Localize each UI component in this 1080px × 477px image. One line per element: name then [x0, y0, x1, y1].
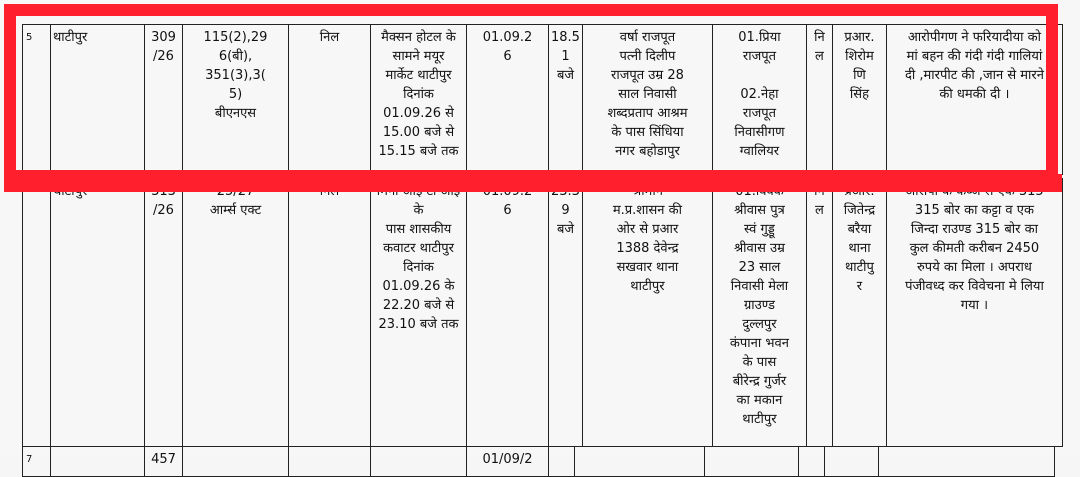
arrest-status: ल — [806, 179, 832, 447]
incident-place: के पास शासकीय कवाटर थाटीपुर दिनांक 01.09.26 के 22.20 बजे से 23.10 बजे तक — [371, 179, 467, 447]
crime-number: 457 — [145, 447, 183, 477]
report-time: 18.5 1 बजे — [549, 25, 583, 175]
investigating-officer: जितेन्द्र बरैया थाना थाटीपु र — [832, 179, 886, 447]
table-row — [23, 447, 1055, 477]
incident-details: आरोपीगण ने फरियादीया को मां बहन की गंदी गंदी गालियां दी ,मारपीट की ,जान से मारने की धमकी दी । — [886, 25, 1062, 175]
serial-number: 7 — [23, 447, 51, 477]
fir-table-row-2 — [22, 178, 1063, 447]
accused: 01.प्रिया राजपूत 02.नेहा राजपूत निवासीगण ग्वालियर — [712, 25, 806, 175]
highlight-frame — [4, 4, 1058, 182]
crime-number: /26 — [145, 179, 183, 447]
incident-details: 315 बोर का कट्टा व एक जिन्दा राउण्ड 315 बोर का कुल कीमती करीबन 2450 रुपये का मिला । अपराध पंजीवध्द कर विवेचना मे लिया गया । — [886, 179, 1062, 447]
complainant: वर्षा राजपूत पत्नी दिलीप राजपूत उम्र 28 साल निवासी शब्दप्रताप आश्रम के पास सिंधिया नगर बहोडापुर — [582, 25, 712, 175]
complainant: म.प्र.शासन की ओर से प्रआर 1388 देवेन्द्र सखवार थाना थाटीपुर — [582, 179, 712, 447]
property: निल — [289, 25, 371, 175]
report-date: 6 — [467, 179, 549, 447]
sections: 115(2),29 6(बी), 351(3),3( 5) बीएनएस — [183, 25, 289, 175]
report-time: 9 बजे — [549, 179, 583, 447]
accused: श्रीवास पुत्र स्वं गुड्डू श्रीवास उम्र 23 साल निवासी मेला ग्राउण्ड दुल्लपुर कंपाना भवन के पास बीरेन्द्र गुर्जर का मकान थाटीपुर — [712, 179, 806, 447]
report-date: 01/09/2 — [467, 447, 549, 477]
property — [289, 179, 371, 447]
fir-table-row-3 — [22, 446, 1055, 477]
investigating-officer: प्रआर. शिरोम णि सिंह — [832, 25, 886, 175]
crime-number: 309 /26 — [145, 25, 183, 175]
police-station — [51, 179, 145, 447]
highlight-frame-bottom — [4, 174, 1062, 192]
report-date: 01.09.2 6 — [467, 25, 549, 175]
arrest-status: नि ल — [806, 25, 832, 175]
table-row — [23, 179, 1063, 447]
police-station: थाटीपुर — [51, 25, 145, 175]
serial-number: 5 — [23, 25, 51, 175]
incident-place: मैक्सन होटल के सामने मयूर मार्केट थाटीपुर दिनांक 01.09.26 से 15.00 बजे से 15.15 बजे तक — [371, 25, 467, 175]
sections: आर्म्स एक्ट — [183, 179, 289, 447]
